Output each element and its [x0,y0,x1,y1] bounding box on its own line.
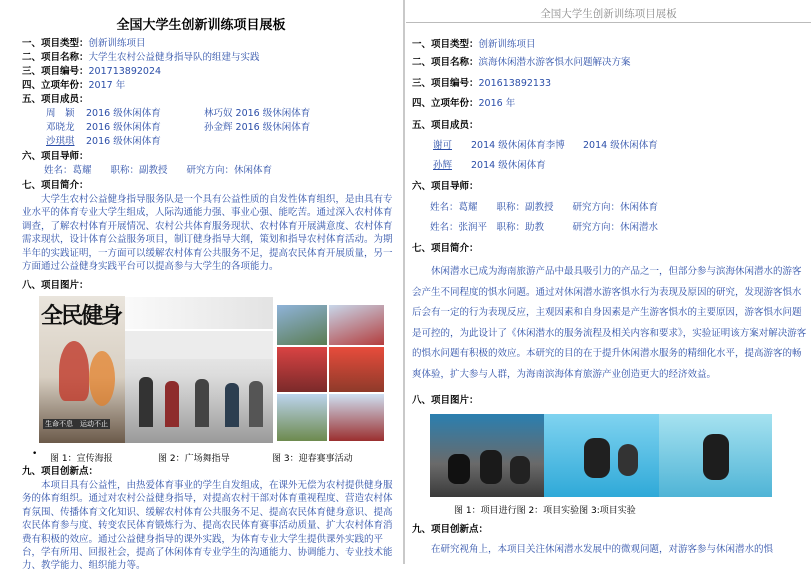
event-photo [277,394,327,441]
person-figure [139,377,153,427]
dancer-figure [89,351,115,406]
member-name: 孙辉 [433,160,453,171]
left-innov-text: 本项目具有公益性，由热爱体育事业的学生自发组成，在课外无偿为农村提供健身服务的体育组织。通过对农村公益健身指导，对提高农村干部对体育重视程度、营造农村体育氛围、传播体育文化知识、缓解农村体育公共服务不足、提高农民体育健身意识、提高农民体育参与度、转变农民体育锻炼行为、提高农民体育赛事活动质量、扩大农村体育消费有积极的效应。通过公益健身指导的课外实践，为体育专业大学生提供课外实践的平台，学有所用、回报社会，提高了休闲体育专业学生的沟通能力、协调能力、专业技术能力、教学能力、组织能力等。 [22,480,393,572]
member-major: 2014 级休闲体育 [471,160,546,171]
left-name-label: 二、项目名称： [22,52,89,63]
left-id-row [22,65,161,78]
left-id-label: 三、项目编号： [22,66,89,77]
left-year-row [22,79,125,92]
diver-figure [703,434,729,480]
right-members-label: 五、项目成员： [412,120,479,131]
member-major: 2016 级休闲体育 [86,108,161,119]
right-member-row [433,159,546,172]
right-page-header: 全国大学生创新训练项目展板 [540,8,677,20]
left-caption-3: 图 3：迎春赛事活动 [272,454,353,464]
left-poster-page [0,0,402,572]
left-type-value: 创新训练项目 [88,38,146,49]
right-type-row [412,38,536,51]
left-type-label: 一、项目类型： [22,38,89,49]
right-innov-label: 九、项目创新点： [412,524,489,535]
left-member-row [46,121,310,134]
event-photo [329,394,384,441]
left-intro-text: 大学生农村公益健身指导服务队是一个具有公益性质的自发性体育组织，是由具有专业水平的体育专业大学生组成，人际沟通能力强、事业心强、能吃苦。通过深入农村体育调查，了解农村体育开展情况、农村公共体育服务现状、农村体育开展满意度、农村体育需求现状，设计体育公益服务项目，制订健身指导大纲，策划和指导农村体育活动。为期半年的实践证明，一方面可以缓解农村体育公共服务不足，提高农民体育开展质量，另一方面通过公益健身实践平台可以提高参与大学生的各项能力。 [22,194,393,273]
right-type-label: 一、项目类型： [412,39,479,50]
right-id-value: 201613892133 [478,78,552,89]
event-photo [277,347,327,392]
left-member-row [46,135,161,148]
dive-photo-3 [659,414,772,497]
member-name: 沙琪琪 [46,136,75,147]
dancer-figure [59,341,89,401]
member-major: 2016 级休闲体育 [235,122,311,133]
diver-figure [618,444,638,476]
left-year-label: 四、立项年份： [22,80,89,91]
right-name-row [412,56,631,69]
member-name: 周 颖 [46,108,75,119]
left-caption-2: 图 2：广场舞指导 [158,454,230,464]
person-figure [249,381,263,427]
diver-figure [480,450,502,484]
right-name-label: 二、项目名称： [412,57,479,68]
event-photo [277,305,327,345]
right-intro-label: 七、项目简介： [412,243,479,254]
right-year-label: 四、立项年份： [412,98,479,109]
right-member-row [433,139,658,152]
person-figure [195,379,209,427]
header-rule [406,22,811,23]
member-major: 2016 级休闲体育 [86,122,161,133]
right-type-value: 创新训练项目 [478,39,536,50]
event-photo [329,305,384,345]
right-intro-text: 休闲潜水已成为海南旅游产品中最具吸引力的产品之一，但部分参与滨海休闲潜水的游客会产生不同程度的惧水问题。通过对休闲潜水游客惧水行为表现及原因的研究，发现游客惧水后会有一定的行为表现反应，主观因素和自身因素是产生游客惧水的主要原因，游客惧水问题是可控的，为此设计了《休闲潜水的服务流程及相关内容和要求》，实验证明该方案对解决游客的惧水问题有积极的效应。本研究的目的在于提升休闲潜水服务的精细化水平，提高游客的畅爽体验，扩大参与人群，为海南滨海体育旅游产业创造更大的经济效益。 [412,266,807,380]
right-year-value: 2016 年 [478,98,516,109]
left-innov-label: 九、项目创新点： [22,466,99,477]
right-poster-page [406,0,811,564]
right-advisor-label: 六、项目导师： [412,181,479,192]
right-captions: 图 1：项目进行图 2：项目实验图 3:项目实验 [454,506,636,516]
dive-photo-1 [430,414,544,497]
left-advisor-label: 六、项目导师： [22,151,89,162]
diver-figure [584,438,610,478]
member-major: 2014 级休闲体育 [583,140,658,151]
poster-slogan: 生命不息 运动不止 [45,420,108,428]
member-name: 邓晓龙 [46,122,75,133]
left-pics-label: 八、项目图片： [22,280,89,291]
member-name: 谢可 [433,140,453,151]
page-divider [403,0,405,564]
poster-title: 全民健身 [41,303,122,329]
left-advisor-line: 姓名：葛耀 职称：副教授 研究方向：休闲体育 [44,165,273,176]
left-name-value: 大学生农村公益健身指导队的组建与实践 [88,52,260,63]
right-id-row [412,77,551,90]
person-figure [165,381,179,427]
diver-figure [510,456,530,484]
left-members-label: 五、项目成员： [22,94,89,105]
left-member-row [46,107,310,120]
diver-figure [448,454,470,484]
left-id-value: 201713892024 [88,66,162,77]
right-year-row [412,97,515,110]
left-page-title: 全国大学生创新训练项目展板 [116,18,286,33]
member-name: 林巧奴 [204,108,233,119]
right-innov-text: 在研究视角上，本项目关注休闲潜水发展中的微观问题，对游客参与休闲潜水的惧 [431,544,774,555]
poster-image [39,296,125,443]
dive-photo-2 [544,414,659,497]
left-name-row [22,51,260,64]
member-major: 2014 级休闲体育李博 [471,140,565,151]
member-major: 2016 级休闲体育 [86,136,161,147]
member-name: 孙金辉 [204,122,233,133]
left-intro-label: 七、项目简介： [22,180,89,191]
left-caption-1: 图 1：宣传海报 [50,454,113,464]
right-id-label: 三、项目编号： [412,78,479,89]
left-caption-bullet: • [32,449,38,459]
member-major: 2016 级休闲体育 [235,108,311,119]
event-photo [329,347,384,392]
left-type-row [22,37,146,50]
person-figure [225,383,239,427]
right-pics-label: 八、项目图片： [412,395,479,406]
right-advisor-line: 姓名：张润平 职称：助教 研究方向：休闲潜水 [430,222,659,233]
right-advisor-line: 姓名：葛耀 职称：副教授 研究方向：休闲体育 [430,202,659,213]
left-year-value: 2017 年 [88,80,126,91]
right-name-value: 滨海休闲潜水游客惧水问题解决方案 [478,57,631,68]
banner-strip [125,297,273,329]
square-dance-photo [125,331,273,443]
